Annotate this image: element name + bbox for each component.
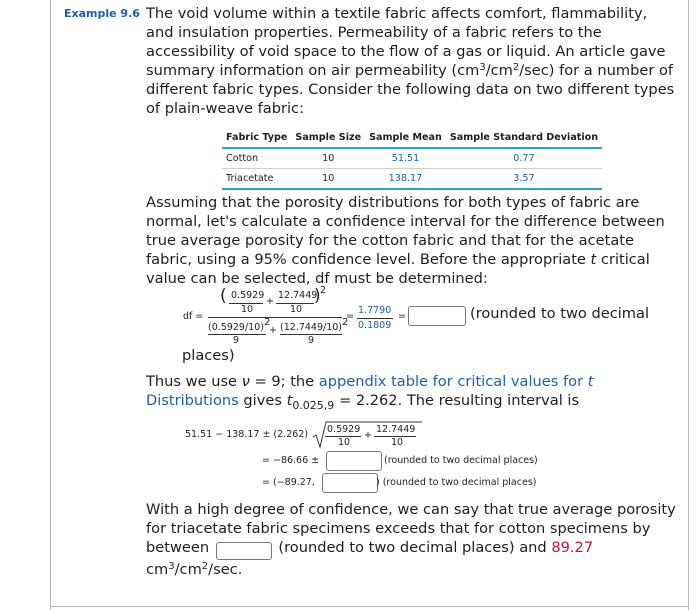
- example-label: Example 9.6: [64, 7, 140, 20]
- close-paren: ): [314, 286, 321, 306]
- df-note: (rounded to two decimal: [470, 305, 649, 322]
- critical-value-paragraph: Thus we use ν = 9; the appendix table for critical values for t Distributions gives $t_{0.025,9} = 2.262$. The resulting interval is: [146, 373, 594, 412]
- open-paren: (: [220, 286, 227, 306]
- header-sample-size: Sample Size: [291, 129, 365, 148]
- appendix-link[interactable]: appendix table for critical values for t Distributions: [146, 373, 594, 409]
- df-lhs: df =: [183, 311, 204, 322]
- intro-paragraph: The void volume within a textile fabric affects comfort, flammability, and insulation properties. Permeability of a fabric refers to the accessibility of void space to the flow of a gas or liquid. An article gave summary information on air permeability $(cm^3/cm^2/\sec)$ for a number of different fabric types. Consider the following data on two different types of plain-weave fabric:: [146, 5, 675, 117]
- df-note-cont: places): [182, 347, 235, 364]
- fabric-data-table: [222, 129, 602, 190]
- header-fabric-type: Fabric Type: [222, 129, 291, 148]
- table-row: Triacetate 10 138.17 3.57: [222, 169, 602, 190]
- upper-value: 89.27: [551, 539, 594, 556]
- conclusion-answer-input[interactable]: [216, 542, 272, 560]
- margin-answer-input[interactable]: [326, 451, 382, 471]
- frame-left-border: [50, 0, 51, 610]
- conclusion-paragraph: With a high degree of confidence, we can say that true average porosity for triacetate fabric specimens exceeds that for cotton specimens by between (rounded to two decimal places) and 89.27 $cm^3/cm^2/\sec$.: [146, 501, 676, 578]
- df-answer-input[interactable]: [408, 306, 466, 326]
- header-sample-sd: Sample Standard Deviation: [446, 129, 602, 148]
- frame-bottom-border: [50, 606, 689, 607]
- assumption-paragraph: Assuming that the porosity distributions for both types of fabric are normal, let's calculate a confidence interval for the difference between true average porosity for the cotton fabric and that for the acetate fabric, using a 95% confidence level. Before the appropriate t critical value can be selected, df must be determined:: [146, 194, 665, 287]
- upper-bound-input[interactable]: [322, 473, 378, 493]
- header-sample-mean: Sample Mean: [365, 129, 446, 148]
- table-row: Cotton 10 51.51 0.77: [222, 148, 602, 169]
- frame-right-border: [688, 0, 689, 610]
